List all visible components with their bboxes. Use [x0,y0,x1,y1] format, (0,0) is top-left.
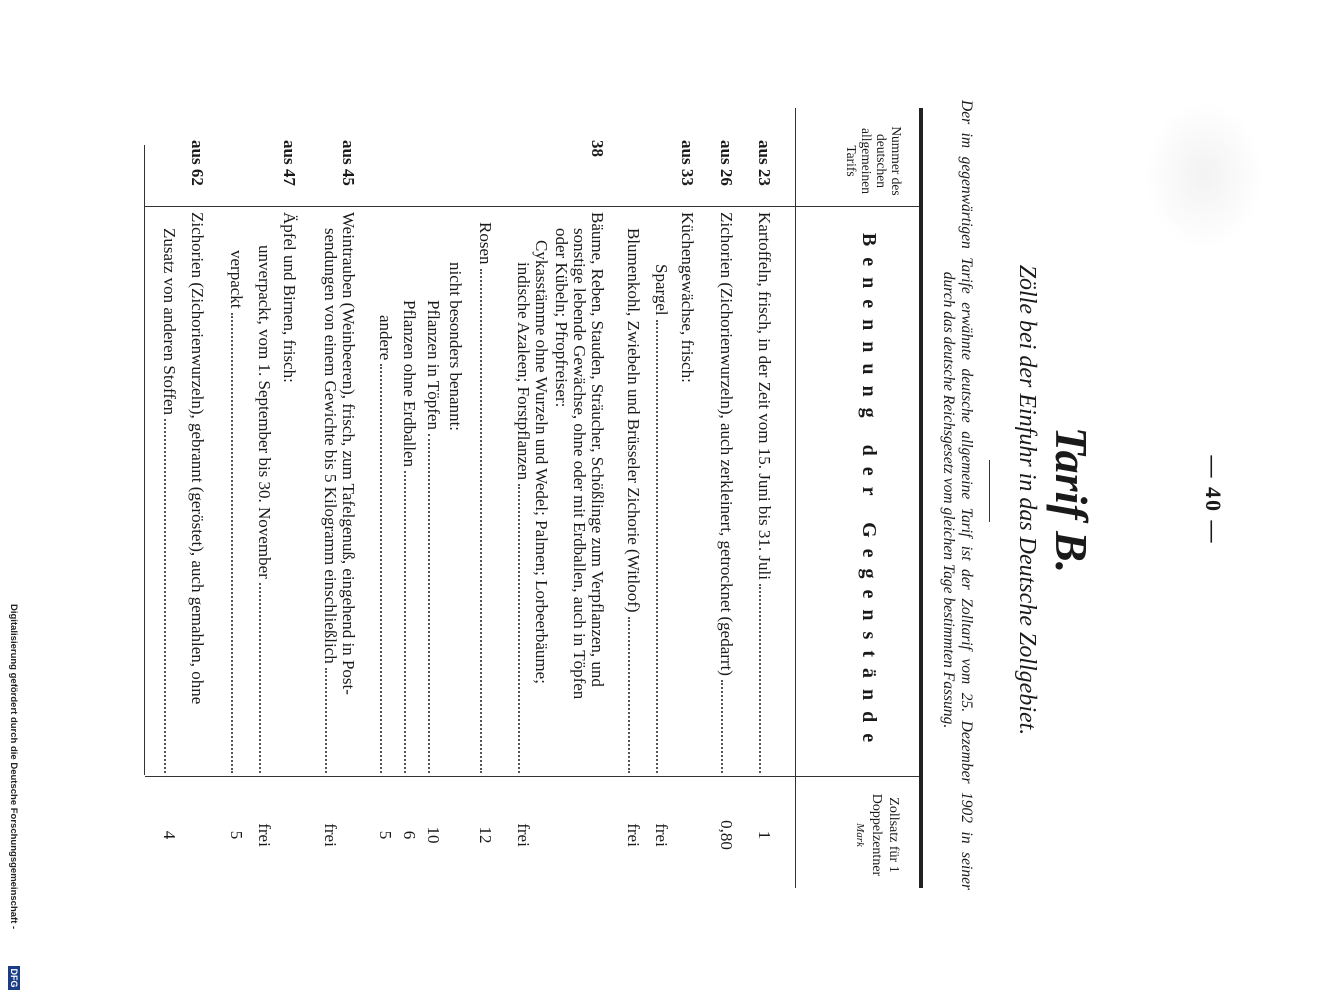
row-number: aus 23 [755,140,774,186]
row-text: Bäume, Reben, Stauden, Sträucher, Schößlinge zum Verpflanzen, und [588,212,607,687]
row-number: 38 [588,140,607,157]
row-text: Blumenkohl, Zwiebeln und Brüsseler Zichorie (Witloof) [624,228,643,613]
table-bottom-rule [144,145,145,775]
page-title: Tarif B. [1046,426,1097,574]
title-divider [989,460,990,522]
funding-note: Digitalisierung gefördert durch die Deutsche Forschungsgemeinschaft - [8,604,19,930]
row-description [716,212,736,775]
row-rate: 4 [160,830,179,840]
page-number: — 40 — [1201,455,1226,545]
row-description [399,300,419,775]
row-description [651,264,671,775]
row-rate: frei [624,823,643,847]
column-separator-2 [545,776,919,777]
leader-dots [380,364,382,773]
row-rate: frei [652,823,671,847]
row-text: Cykasstämme ohne Wurzeln und Wedel; Palmen; Lorbeerbäume; [532,240,551,684]
row-description [754,212,774,775]
row-text: unverpackt, vom 1. September bis 30. November [255,245,274,579]
row-number: aus 26 [717,140,736,186]
leader-dots [428,434,430,773]
row-text: nicht besonders benannt: [446,262,465,432]
column-separator-2-lower [145,776,545,777]
row-description [254,245,274,775]
header-rate-unit: Mark [854,823,866,847]
leader-dots [231,313,233,773]
row-rate: frei [321,823,340,847]
row-number: aus 62 [188,140,207,186]
row-description [423,300,443,775]
row-description [375,315,395,775]
row-number: aus 33 [678,140,697,186]
row-description [445,262,465,431]
row-description [320,228,340,775]
table-header-rule [795,108,796,888]
leader-dots [480,269,482,774]
row-text: andere [376,315,395,361]
row-text: Pflanzen ohne Erdballen [400,300,419,468]
column-separator-1 [145,206,919,207]
row-rate: 5 [227,830,246,840]
row-rate: 0,80 [717,820,736,850]
leader-dots [628,617,630,773]
row-text: indische Azaleen; Forstpflanzen [514,262,533,481]
row-description [551,228,571,407]
header-rate [851,780,902,890]
row-rate: 6 [400,830,419,840]
row-text: sonstige lebende Gewächse, ohne oder mit Erdballen, auch in Töpfen [570,228,589,700]
row-number: aus 47 [280,140,299,186]
row-description [587,212,607,775]
row-text: Zichorien (Zichorienwurzeln), auch zerkleinert, getrocknet (gedarrt) [717,212,736,676]
row-description [475,222,495,775]
header-description: Benennung der Gegenstände [858,232,880,754]
row-text: verpackt [227,250,246,309]
row-text: Kartoffeln, frisch, in der Zeit vom 15. Juni bis 31. Juli [755,212,774,580]
leader-dots [404,471,406,773]
row-text: sendungen von einem Gewichte bis 5 Kilogramm einschließlich [321,228,340,664]
header-number: Nummer des deutschen allgemeinen Tarifs [844,126,904,196]
row-text: Pflanzen in Töpfen [424,300,443,430]
leader-dots [518,484,520,773]
row-rate: 1 [755,830,774,840]
row-description [159,228,179,775]
row-text: Rosen [476,222,495,265]
leader-dots [656,320,658,773]
row-description [187,212,207,775]
row-rate: 12 [476,826,495,844]
row-description [279,212,299,383]
row-text: Zusatz von anderen Stoffen [160,228,179,416]
page-subtitle: Zölle bei der Einfuhr in das Deutsche Zollgebiet. [1014,264,1040,736]
row-description [623,228,643,775]
row-rate: 5 [376,830,395,840]
leader-dots [259,583,261,773]
table-top-rule [919,108,923,888]
intro-line-1: Der im gegenwärtigen Tarife erwähnte deutsche allgemeine Tarif ist der Zolltarif vom 25. Dezember 1902 in seiner [958,100,975,890]
row-description [338,212,358,775]
row-text: Weintrauben (Weinbeeren), frisch, zum Tafelgenuß, eingehend in Post- [339,212,358,695]
row-text: Küchengewächse, frisch: [678,212,697,383]
leader-dots [721,680,723,773]
row-text: Äpfel und Birnen, frisch: [280,212,299,383]
row-description [569,228,589,775]
leader-dots [759,584,761,773]
row-text: oder Kübeln; Pfropfreiser: [552,228,571,408]
row-text: Spargel [652,264,671,316]
dfg-logo: DFG [8,966,20,990]
intro-line-2: durch das deutsche Reichsgesetz vom gleichen Tage bestimmten Fassung. [940,271,957,729]
header-rate-label: Zollsatz für 1 Doppelzentner [869,793,901,877]
row-description [677,212,697,383]
leader-dots [164,419,166,773]
row-description [531,240,551,775]
row-text: Zichorien (Zichorienwurzeln), gebrannt (geröstet), auch gemahlen, ohne [188,212,207,705]
row-description [226,250,246,775]
row-number: aus 45 [339,140,358,186]
row-description [513,262,533,775]
leader-dots [325,668,327,773]
row-rate: frei [255,823,274,847]
row-rate: 10 [424,826,443,844]
row-rate: frei [514,823,533,847]
